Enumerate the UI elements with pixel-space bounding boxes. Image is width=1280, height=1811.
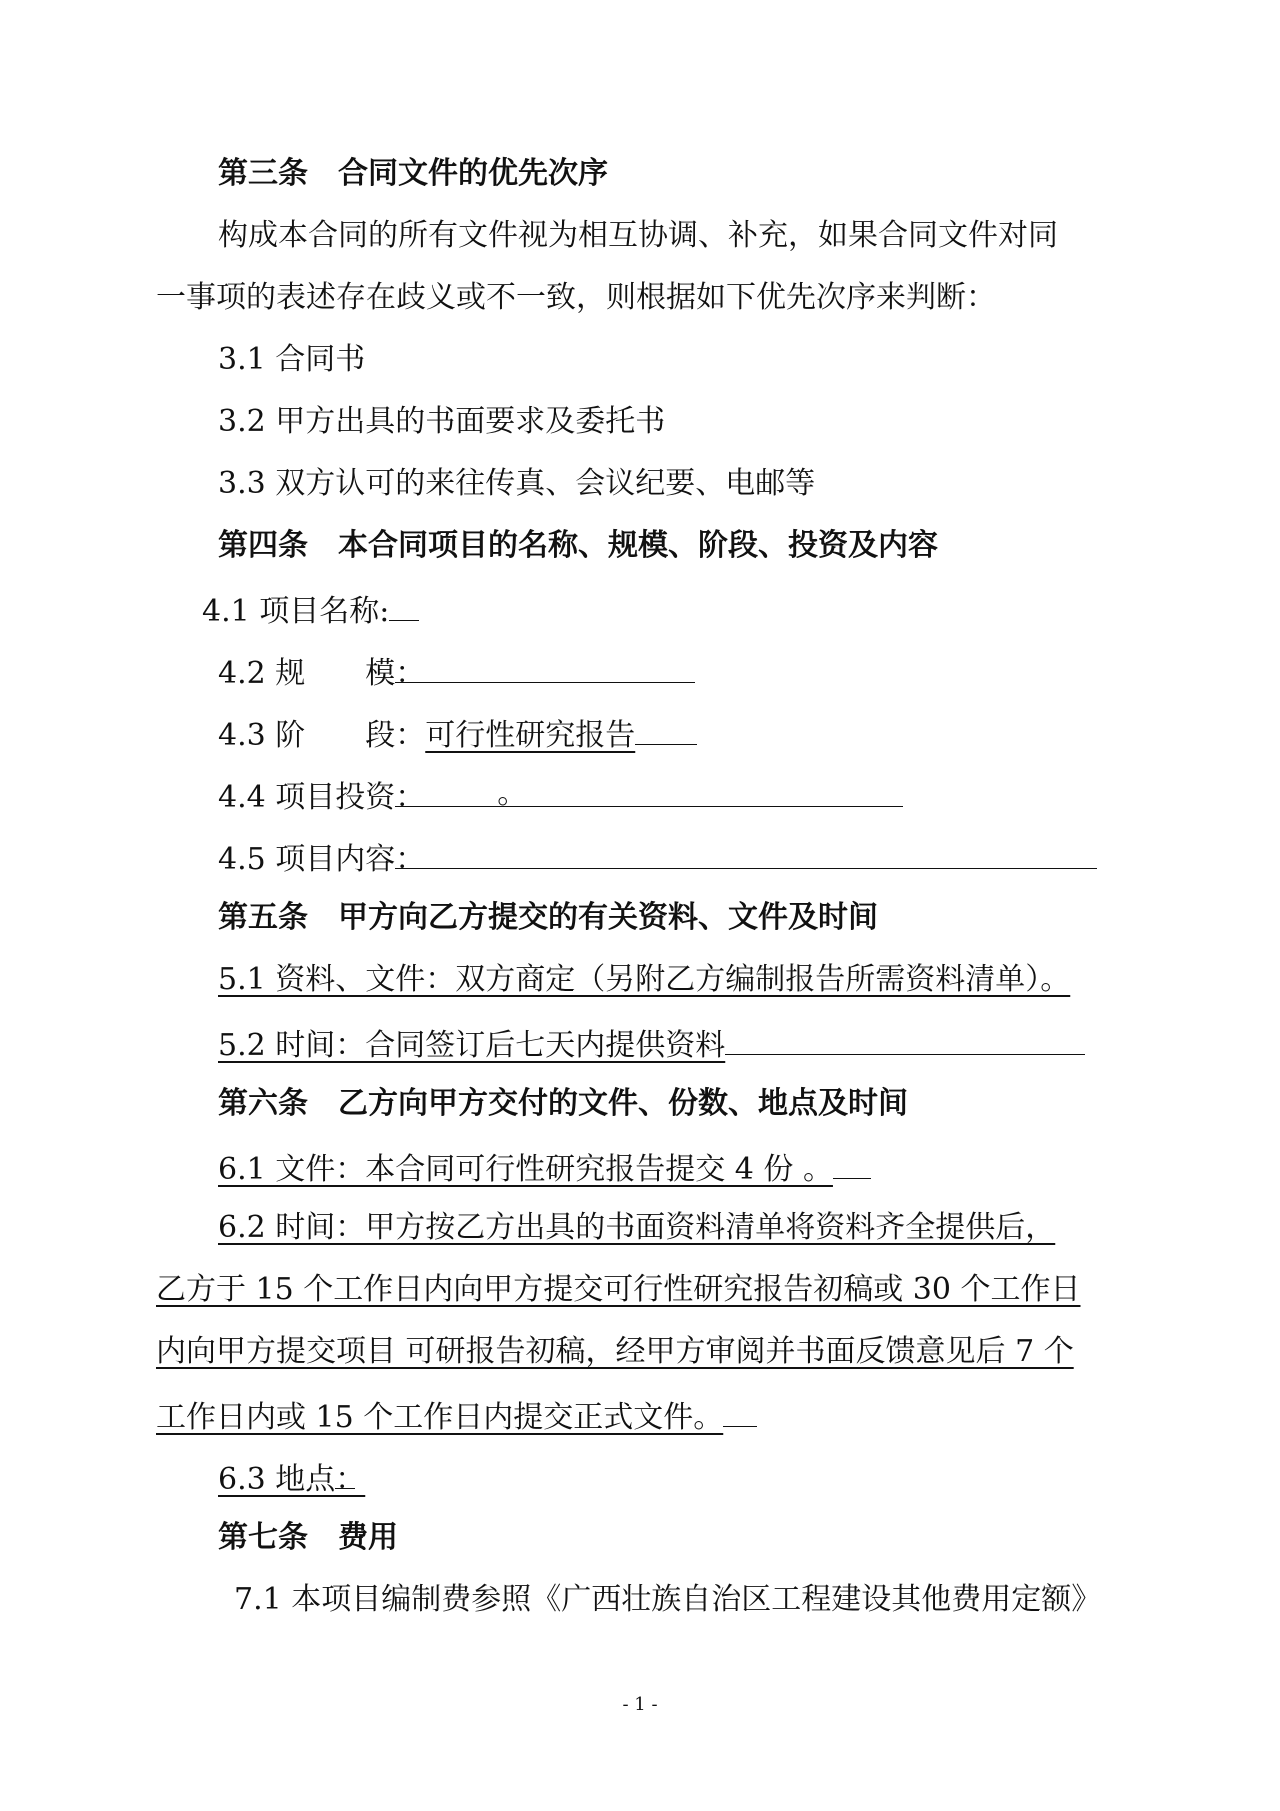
clause-6-2-line-4 [156,1394,757,1438]
article-4-title: 第四条 本合同项目的名称、规模、阶段、投资及内容 [218,528,938,563]
clause-4-2 [218,650,695,694]
clause-6-1 [218,1146,871,1190]
investment-period-mark: 。 [497,776,528,811]
clause-4-1-label: 4.1 项目名称: [202,594,390,629]
clause-7-1: 7.1 本项目编制费参照《广西壮族自治区工程建设其他费用定额》 [234,1582,1102,1617]
article-3-paragraph-line-1: 构成本合同的所有文件视为相互协调、补充，如果合同文件对同 [218,218,1058,253]
article-5-title: 第五条 甲方向乙方提交的有关资料、文件及时间 [218,900,878,935]
clause-6-3 [218,1456,366,1500]
time-blank [725,1022,1085,1055]
page-number: - 1 - [622,1694,658,1715]
stage-blank [635,712,697,745]
clause-4-4-label: 4.4 项目投资： [218,780,426,815]
clause-6-2-line-3: 内向甲方提交项目 可研报告初稿，经甲方审阅并书面反馈意见后 7 个 [156,1334,1074,1369]
clause-4-4 [218,774,903,818]
clause-4-1 [202,588,419,632]
project-name-blank [389,588,419,621]
clause-6-3-label: 6.3 地点： [218,1462,366,1497]
clause-6-2-line-2: 乙方于 15 个工作日内向甲方提交可行性研究报告初稿或 30 个工作日 [156,1272,1081,1307]
clause-5-2 [218,1022,1085,1066]
clause-4-5 [218,836,1097,880]
clause-4-3 [218,712,697,756]
article-6-title: 第六条 乙方向甲方交付的文件、份数、地点及时间 [218,1086,908,1121]
clause-3-1: 3.1 合同书 [218,342,366,377]
clause-4-2-label-b: 模： [365,656,426,691]
clause-6-2-blank [723,1394,757,1427]
scale-blank [395,650,695,683]
investment-blank [395,774,903,811]
clause-3-3: 3.3 双方认可的来往传真、会议纪要、电邮等 [218,466,816,501]
content-blank [395,836,1097,869]
clause-5-1: 5.1 资料、文件：双方商定（另附乙方编制报告所需资料清单）。 [218,962,1071,997]
clause-5-2-text: 5.2 时间：合同签订后七天内提供资料 [218,1028,726,1063]
clause-6-2-line-1: 6.2 时间：甲方按乙方出具的书面资料清单将资料齐全提供后， [218,1210,1056,1245]
clause-4-3-label-a: 4.3 阶 [218,718,306,753]
clause-4-3-label-b: 段： [365,718,426,753]
clause-4-5-label: 4.5 项目内容： [218,842,426,877]
clause-4-2-label-a: 4.2 规 [218,656,306,691]
clause-6-2-line-4-text: 工作日内或 15 个工作日内提交正式文件。 [156,1400,724,1435]
location-blank [335,1456,355,1489]
clause-6-1-blank [833,1146,871,1179]
clause-6-1-text: 6.1 文件：本合同可行性研究报告提交 4 份 。 [218,1152,833,1187]
article-7-title: 第七条 费用 [218,1520,398,1555]
stage-value: 可行性研究报告 [425,718,636,753]
article-3-title: 第三条 合同文件的优先次序 [218,156,608,191]
article-3-paragraph-line-2: 一事项的表述存在歧义或不一致，则根据如下优先次序来判断： [156,280,996,315]
clause-3-2: 3.2 甲方出具的书面要求及委托书 [218,404,666,439]
